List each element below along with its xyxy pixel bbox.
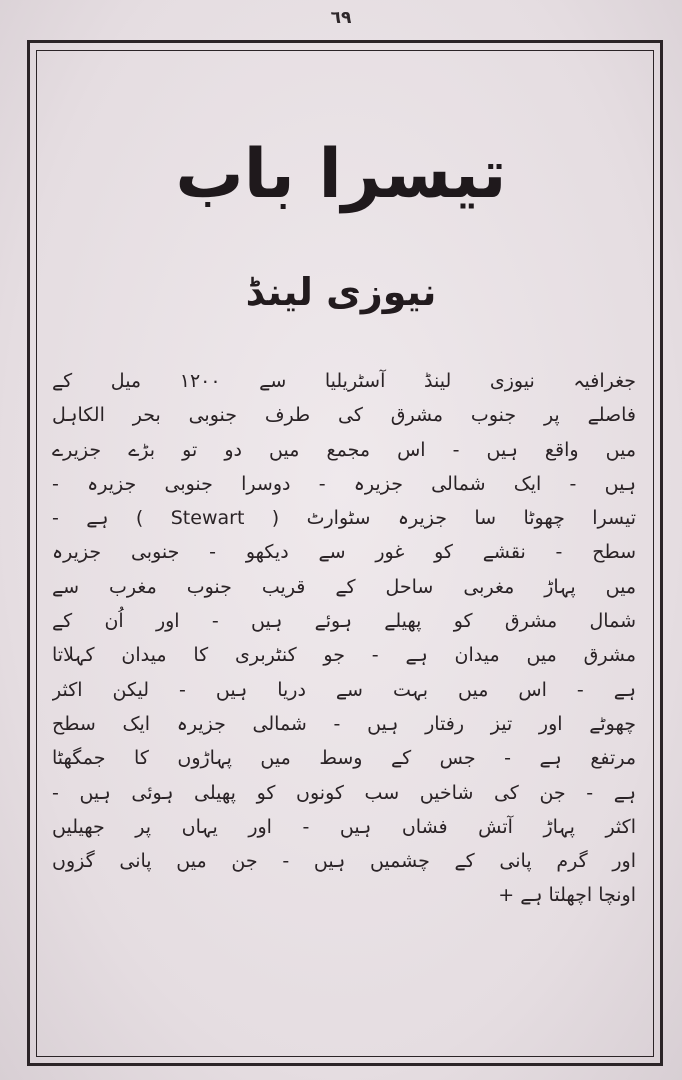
- chapter-title: تیسرا باب: [175, 135, 507, 214]
- chapter-subtitle: نیوزی لینڈ: [245, 270, 437, 314]
- text-line: اور گرم پانی کے چشمیں ہیں - جن میں پانی گزوں: [52, 850, 636, 873]
- text-line: شمال مشرق کو پھیلے ہوئے ہیں - اور اُن کے: [52, 610, 636, 633]
- text-line: ہیں - ایک شمالی جزیرہ - دوسرا جنوبی جزیرہ -: [52, 472, 636, 495]
- text-line: چھوٹے اور تیز رفتار ہیں - شمالی جزیرہ ایک سطح: [52, 712, 636, 735]
- text-line-last: اونچا اچھلتا ہے +: [498, 884, 636, 907]
- text-line: اکثر پہاڑ آتش فشاں ہیں - اور یہاں پر جھیلیں: [52, 815, 636, 838]
- text-line: میں واقع ہیں - اس مجمع میں دو تو بڑے جزیرے: [52, 438, 636, 461]
- text-line: سطح - نقشے کو غور سے دیکھو - جنوبی جزیرہ: [52, 541, 636, 564]
- text-line: فاصلے پر جنوب مشرق کی طرف جنوبی بحر الکاہل: [52, 404, 636, 427]
- text-line: مرتفع ہے - جس کے وسط میں پہاڑوں کا جمگھٹا: [52, 747, 636, 770]
- text-line: ہے - جن کی شاخیں سب کونوں کو پھیلی ہوئی ہیں -: [52, 781, 636, 804]
- text-line: تیسرا چھوٹا سا جزیرہ سٹوارٹ ( Stewart ) ہے -: [52, 507, 636, 530]
- text-line: مشرق میں میدان ہے - جو کنٹربری کا میدان کہلاتا: [52, 644, 636, 667]
- body-text: [52, 364, 636, 913]
- text-line: جغرافیہ نیوزی لینڈ آسٹریلیا سے ۱۲۰۰ میل کے: [52, 370, 636, 392]
- text-line: میں پہاڑ مغربی ساحل کے قریب جنوب مغرب سے: [52, 575, 636, 598]
- text-line: ہے - اس میں بہت سے دریا ہیں - لیکن اکثر: [52, 678, 636, 701]
- page-number: ٦٩: [330, 8, 352, 28]
